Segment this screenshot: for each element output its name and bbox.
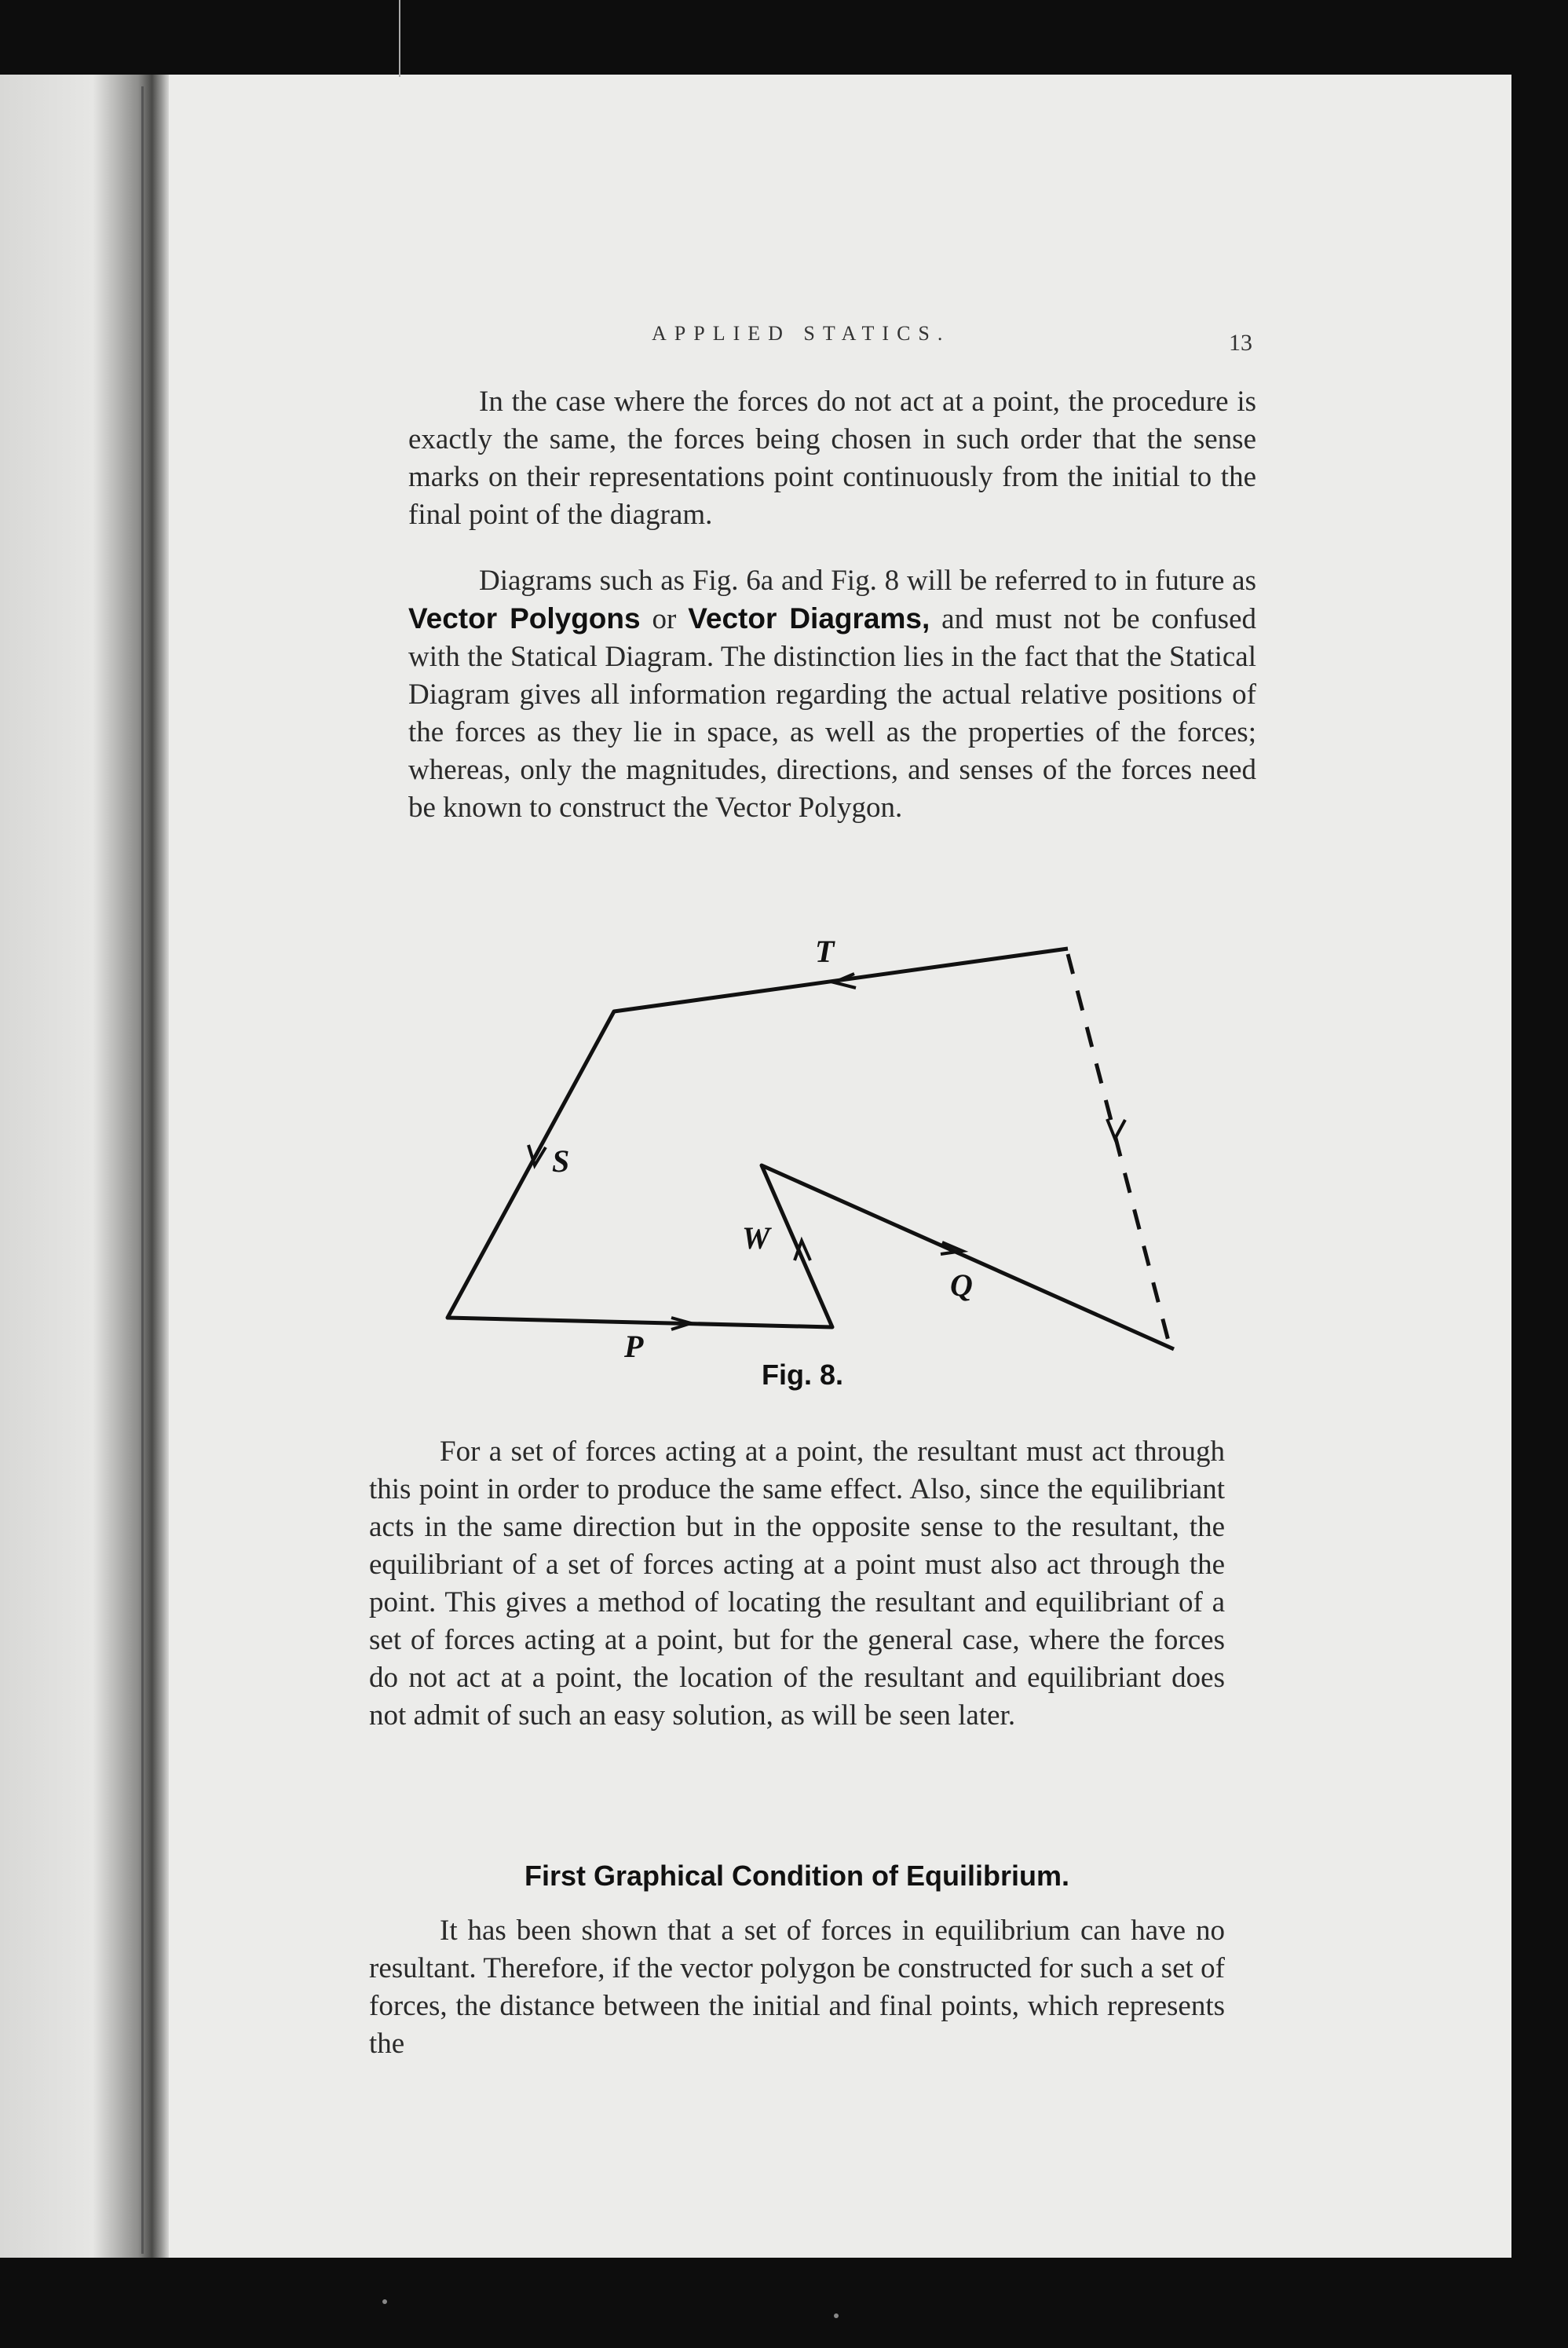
- closing-line-dashed: [1068, 954, 1170, 1347]
- section-heading: First Graphical Condition of Equilibrium.: [524, 1860, 1069, 1892]
- paragraph-resultant: For a set of forces acting at a point, the resultant must act through this point in order to produce the same effect. Also, since the equilibriant acts in the same direction but in the opposite sense to the resultant, the equilibriant of a set of forces acting at a point must also act through the point. This gives a method of locating the resultant and equilibriant of a set of forces acting at a point, but for the general case, where the forces do not act at a point, the location of the resultant and equilibriant does not admit of such an easy solution, as will be seen later.: [369, 1435, 1225, 1732]
- label-s: S: [552, 1143, 570, 1179]
- paragraph-equilibrium: It has been shown that a set of forces in equilibrium can have no resultant. Therefore, if the vector polygon be constructed for such a set of forces, the distance between the initial and final points, which represents the: [369, 1915, 1225, 2060]
- p2-text-a: Diagrams such as Fig. 6a and Fig. 8 will be referred to in future as: [479, 565, 1256, 597]
- label-q: Q: [950, 1267, 973, 1303]
- p2-text-c: or: [640, 603, 689, 635]
- p2-text-d: and must not be confused with the Statical Diagram. The distinction lies in the fact that the Statical Diagram gives all information regarding the actual relative positions of the forces as they lie in space, as well as the properties of the forces; whereas, only the magnitudes, directions, and senses of the forces need be known to construct the Vector Polygon.: [408, 603, 1256, 824]
- term-vector-polygons: Vector Polygons: [408, 602, 641, 635]
- label-t: T: [815, 934, 835, 969]
- label-w: W: [742, 1220, 770, 1256]
- figure-caption: Fig. 8.: [762, 1359, 844, 1391]
- scan-speck: [834, 2313, 839, 2318]
- running-head: APPLIED STATICS.: [652, 322, 951, 345]
- scan-speck: [382, 2299, 387, 2304]
- paragraph-procedure: In the case where the forces do not act at a point, the procedure is exactly the same, the forces being chosen in such order that the sense marks on their representations point continuously from the initial to the final point of the diagram.: [408, 386, 1256, 531]
- page-number: 13: [1229, 330, 1252, 356]
- term-vector-diagrams: Vector Diagrams,: [688, 602, 930, 635]
- label-p: P: [624, 1329, 644, 1364]
- arrow-dashed: [1107, 1119, 1125, 1139]
